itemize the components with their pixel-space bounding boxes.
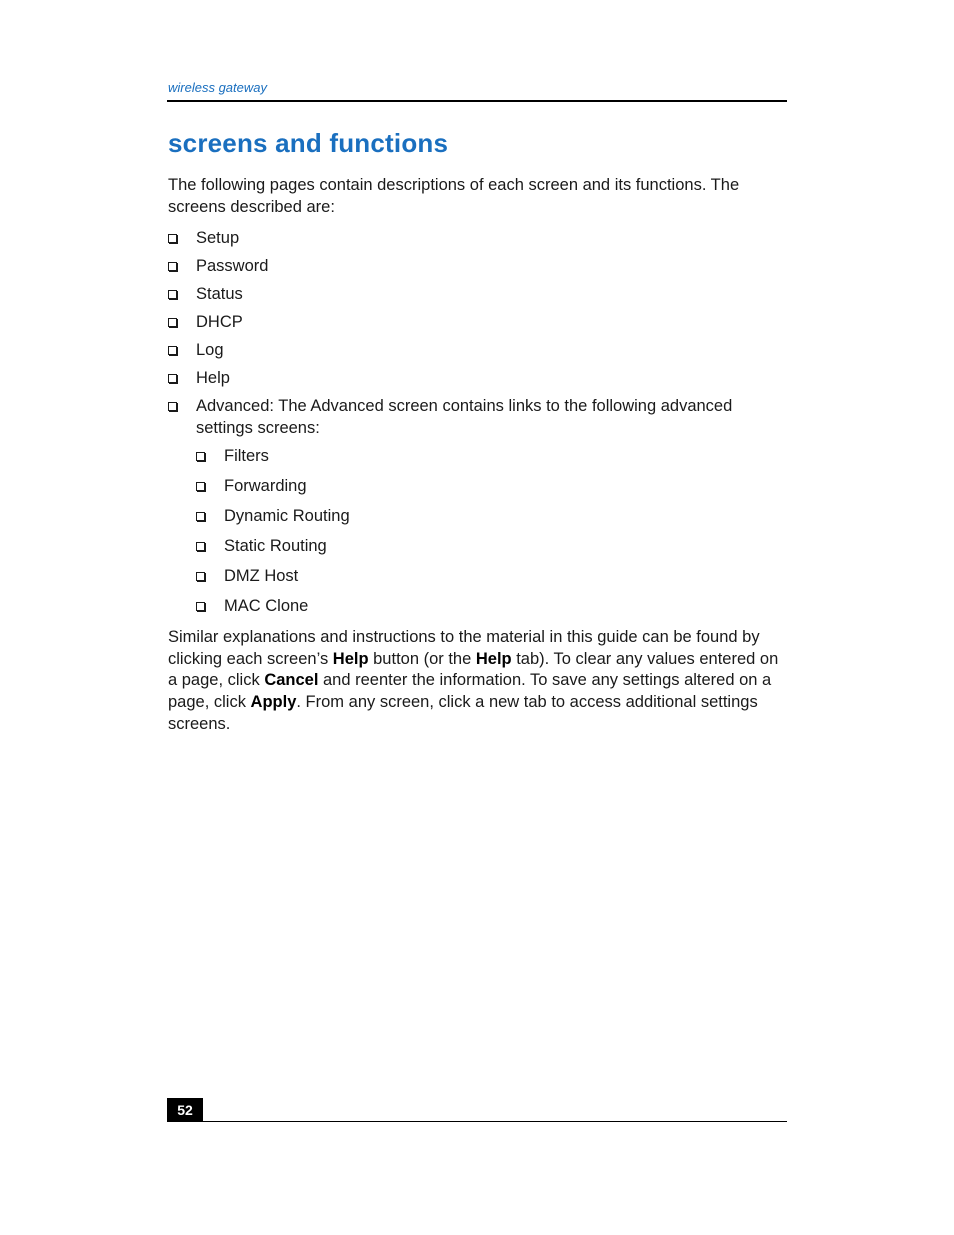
paragraph-text: tab). To clear any values entered on a page, click [168, 649, 779, 690]
running-header: wireless gateway [168, 80, 267, 95]
list-item [168, 255, 778, 277]
list-item [168, 311, 778, 333]
instructions-paragraph [168, 627, 780, 736]
checkbox-bullet-icon [196, 452, 205, 461]
paragraph-text: Similar explanations and instructions to the material in this guide can be found by clicking each screen’s [168, 628, 760, 668]
list-item-label: Help [196, 369, 230, 387]
intro-paragraph: The following pages contain descriptions of each screen and its functions. The screens described are: [168, 176, 740, 216]
footer-rule [167, 1121, 787, 1122]
sub-list-item-label: MAC Clone [224, 597, 309, 615]
checkbox-bullet-icon [196, 572, 205, 581]
paragraph-text: and reenter the information. To save any settings altered on a page, click [168, 671, 772, 712]
checkbox-bullet-icon [168, 402, 177, 411]
list-item-label: Setup [196, 229, 240, 247]
checkbox-bullet-icon [168, 234, 177, 243]
list-item-label: Log [196, 341, 224, 359]
checkbox-bullet-icon [168, 290, 177, 299]
apply-term: Apply [250, 693, 297, 712]
paragraph-text: . From any screen, click a new tab to access additional settings screens. [168, 693, 758, 733]
help-tab-term: Help [475, 649, 512, 668]
sub-list-item [196, 475, 778, 497]
checkbox-bullet-icon [168, 374, 177, 383]
list-item-label: Advanced: The Advanced screen contains links to the following advanced settings screens: [196, 397, 733, 437]
sub-list-item [196, 445, 778, 467]
list-item-label: Status [196, 285, 243, 303]
sub-list-item-label: Static Routing [224, 537, 327, 555]
checkbox-bullet-icon [196, 512, 205, 521]
checkbox-bullet-icon [196, 602, 205, 611]
list-item [168, 227, 778, 249]
sub-list-item [196, 535, 778, 557]
checkbox-bullet-icon [196, 542, 205, 551]
help-button-term: Help [332, 649, 369, 668]
sub-list-item-label: Filters [224, 447, 269, 465]
list-item [168, 367, 778, 389]
screens-list [168, 227, 778, 625]
list-item-label: Password [196, 257, 269, 275]
sub-list-item-label: DMZ Host [224, 567, 299, 585]
sub-list-item [196, 505, 778, 527]
list-item [168, 283, 778, 305]
page-number: 52 [167, 1098, 203, 1122]
checkbox-bullet-icon [196, 482, 205, 491]
cancel-term: Cancel [264, 671, 319, 690]
header-rule [167, 100, 787, 102]
checkbox-bullet-icon [168, 262, 177, 271]
list-item [168, 339, 778, 361]
sub-list-item [196, 565, 778, 587]
sub-list-item [196, 595, 778, 617]
section-title: screens and functions [168, 128, 449, 158]
sub-list-item-label: Dynamic Routing [224, 507, 350, 525]
list-item-label: DHCP [196, 313, 243, 331]
sub-list-item-label: Forwarding [224, 477, 307, 495]
paragraph-text: button (or the [368, 649, 476, 668]
checkbox-bullet-icon [168, 318, 177, 327]
advanced-screens-list [196, 445, 778, 617]
checkbox-bullet-icon [168, 346, 177, 355]
list-item-advanced [168, 395, 778, 617]
